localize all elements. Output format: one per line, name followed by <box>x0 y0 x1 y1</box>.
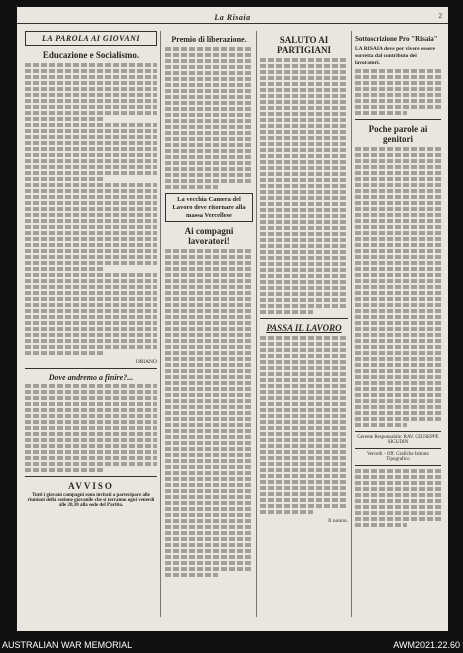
article-heading: Dove andremo a finire?... <box>48 373 134 382</box>
column-2 <box>165 31 253 581</box>
archive-name: AUSTRALIAN WAR MEMORIAL <box>2 640 133 650</box>
article-heading: Poche parole ai genitori <box>368 123 428 144</box>
column-4 <box>355 31 441 531</box>
article-body <box>260 58 348 314</box>
article-body <box>165 249 253 577</box>
article-heading: SALUTO AI PARTIGIANI <box>276 35 332 55</box>
article-signature: ORIANO <box>135 359 157 365</box>
article-body <box>165 47 253 189</box>
article-heading: Premio di liberazione. <box>171 35 247 44</box>
masthead: La Risaia <box>214 13 251 22</box>
newspaper-page <box>17 7 448 631</box>
article-body <box>355 469 441 527</box>
article-body <box>355 69 441 115</box>
article-heading: Ai compagni lavoratori! <box>184 226 234 247</box>
article-body <box>25 63 157 355</box>
article-heading: Educazione e Socialismo. <box>42 50 140 60</box>
article-intro: LA RISAIA deve per vivere essere sorretta dal contributo dei lavoratori. <box>355 46 435 66</box>
article-body <box>25 384 157 472</box>
column-rule <box>351 31 352 617</box>
article-signature: Il nonno. <box>328 518 348 524</box>
header-rule <box>17 17 448 24</box>
article-heading: PASSA IL LAVORO <box>266 323 342 333</box>
archive-footer <box>0 639 463 653</box>
article-body <box>260 336 348 514</box>
column-rule <box>256 31 257 617</box>
column-3 <box>260 31 348 526</box>
article-body <box>355 147 441 427</box>
section-banner: LA PAROLA AI GIOVANI <box>25 31 157 46</box>
printer-line: Vercelli - Off. Grafiche Istituto Tipografico <box>367 451 429 462</box>
notice-title: AVVISO <box>68 481 114 491</box>
notice-text: Tutti i giovani compagni sono invitati a partecipare alle riunioni della sezione giovanile che si terranno ogni venerdì alle 20,30 alla sede del Partito. <box>27 493 155 508</box>
publisher-line: Gerente Responsabile: RAV. GIUSEPPE SIGUDIN <box>357 434 439 445</box>
boxed-headline: La vecchia Camera del Lavoro deve ritornare alla massa Vercellese <box>165 193 253 222</box>
column-rule <box>160 31 161 617</box>
column-1 <box>25 31 157 510</box>
archive-id: AWM2021.22.60 <box>393 640 460 650</box>
page-number: 2 <box>438 12 442 20</box>
article-heading: Sottoscrizione Pro "Risaia" <box>355 35 438 43</box>
